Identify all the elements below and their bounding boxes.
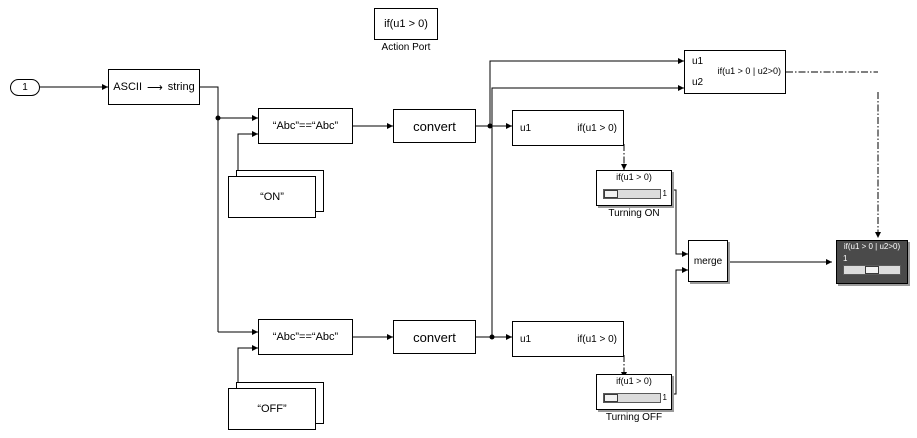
scope-turning-on-knob[interactable] [604, 190, 618, 198]
string-compare-bottom-block[interactable] [258, 319, 353, 355]
convert-bottom-block[interactable] [393, 320, 476, 354]
string-compare-top-block[interactable] [258, 108, 353, 144]
scope-turning-off-block[interactable] [596, 374, 672, 410]
merge-block[interactable] [688, 240, 728, 282]
action-port-block[interactable] [374, 8, 438, 40]
constant-off-block[interactable] [228, 388, 316, 430]
scope-merged-knob[interactable] [865, 266, 879, 274]
scope-turning-off-title: if(u1 > 0) [616, 376, 652, 386]
constant-on-block[interactable] [228, 176, 316, 218]
if-block-two-input[interactable] [684, 50, 786, 94]
convert-top-block[interactable] [393, 109, 476, 143]
if-two-input-u2-label: u2 [692, 77, 704, 88]
scope-turning-off-caption: Turning OFF [605, 412, 663, 423]
scope-turning-on-caption: Turning ON [608, 208, 660, 219]
if-top-input-label: u1 [520, 123, 532, 134]
scope-turning-off-value: 1 [662, 393, 667, 402]
scope-merged-value: 1 [843, 254, 848, 263]
constant-off-label: “OFF” [257, 403, 287, 415]
ascii-to-string-block[interactable] [108, 69, 200, 105]
scope-turning-on-value: 1 [662, 189, 667, 198]
if-block-bottom[interactable] [512, 321, 624, 357]
action-port-label: if(u1 > 0) [384, 18, 428, 30]
string-compare-top-label: “Abc”==“Abc” [272, 120, 339, 132]
action-port-caption: Action Port [381, 42, 431, 53]
convert-bottom-label: convert [413, 329, 456, 345]
convert-top-label: convert [413, 118, 456, 134]
string-label: string [167, 81, 195, 93]
if-two-input-u1-label: u1 [692, 56, 704, 67]
scope-turning-on-title: if(u1 > 0) [616, 172, 652, 182]
arrow-icon: ⟶ [147, 81, 163, 94]
scope-merged-title: if(u1 > 0 | u2>0) [843, 242, 901, 251]
input-port-label: 1 [22, 82, 28, 93]
if-top-condition-label: if(u1 > 0) [577, 123, 617, 134]
ascii-label: ASCII [113, 81, 143, 93]
scope-turning-on-block[interactable] [596, 170, 672, 206]
if-bottom-input-label: u1 [520, 334, 532, 345]
if-two-input-condition-label: if(u1 > 0 | u2>0) [717, 66, 781, 76]
constant-on-label: “ON” [260, 191, 284, 203]
if-block-top[interactable] [512, 110, 624, 146]
scope-turning-off-knob[interactable] [604, 394, 618, 402]
merge-label: merge [693, 255, 723, 267]
input-port-1[interactable] [10, 79, 40, 96]
scope-merged-block[interactable] [836, 240, 908, 284]
string-compare-bottom-label: “Abc”==“Abc” [272, 331, 339, 343]
if-bottom-condition-label: if(u1 > 0) [577, 334, 617, 345]
